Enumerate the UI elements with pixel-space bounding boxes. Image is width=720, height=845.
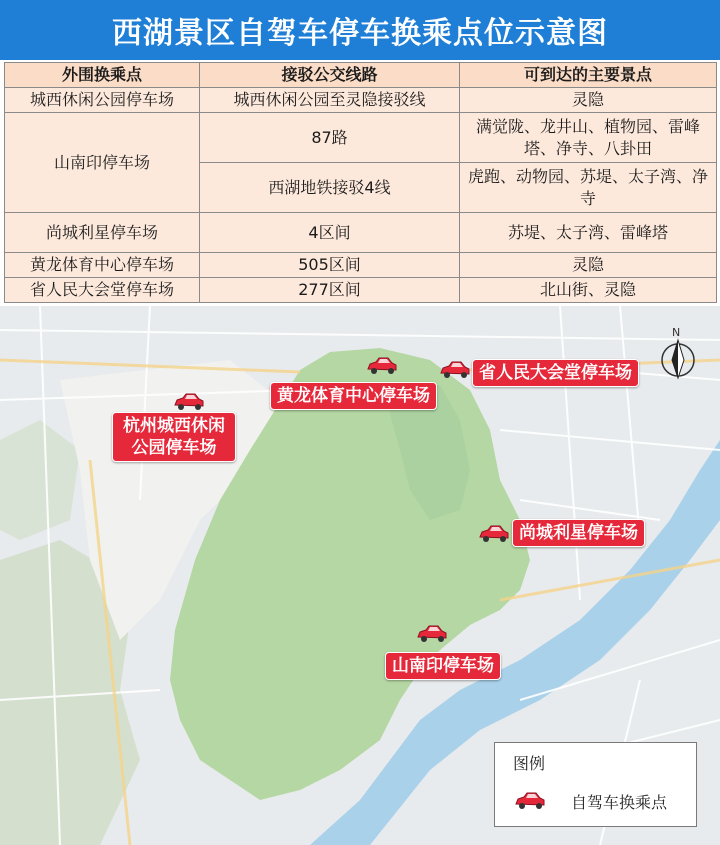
- legend-item-label: 自驾车换乘点: [571, 793, 668, 812]
- red-car-icon: [513, 791, 547, 811]
- red-car-icon[interactable]: [365, 356, 399, 376]
- sights-cell: 虎跑、动物园、苏堤、太子湾、净寺: [460, 163, 717, 213]
- red-car-icon[interactable]: [172, 392, 206, 412]
- page-title: 西湖景区自驾车停车换乘点位示意图: [112, 16, 608, 51]
- chengxi-label-line1: 杭州城西休闲: [123, 416, 225, 436]
- compass-icon: [658, 330, 698, 380]
- bus-route-cell: 87路: [200, 113, 460, 163]
- sights-cell: 灵隐: [460, 88, 717, 113]
- compass-north-letter: N: [672, 326, 681, 339]
- sights-cell: 满觉陇、龙井山、植物园、雷峰塔、净寺、八卦田: [460, 113, 717, 163]
- shengrenda-parking-label[interactable]: 省人民大会堂停车场: [472, 359, 639, 387]
- shannanyin-parking-label[interactable]: 山南印停车场: [385, 652, 501, 680]
- chengxi-label-line2: 公园停车场: [131, 438, 217, 458]
- table-header-row: [5, 63, 717, 88]
- red-car-icon[interactable]: [477, 524, 511, 544]
- header-cell: 可到达的主要景点: [460, 63, 717, 88]
- table-row: [5, 113, 717, 163]
- transfer-point-cell: 城西休闲公园停车场: [5, 88, 200, 113]
- transfer-point-cell: 山南印停车场: [5, 113, 200, 213]
- title-bar: [0, 0, 720, 60]
- red-car-icon[interactable]: [438, 360, 472, 380]
- route-table: [4, 62, 717, 303]
- bus-route-cell: 505区间: [200, 253, 460, 278]
- header-cell: 外围换乘点: [5, 63, 200, 88]
- table-row: [5, 253, 717, 278]
- table-row: [5, 88, 717, 113]
- sights-cell: 北山街、灵隐: [460, 278, 717, 303]
- table-row: [5, 213, 717, 253]
- map-legend: [494, 742, 697, 827]
- huanglong-parking-label[interactable]: 黄龙体育中心停车场: [270, 382, 437, 410]
- bus-route-cell: 4区间: [200, 213, 460, 253]
- table-row: [5, 278, 717, 303]
- transfer-point-cell: 黄龙体育中心停车场: [5, 253, 200, 278]
- header-cell: 接驳公交线路: [200, 63, 460, 88]
- bus-route-cell: 277区间: [200, 278, 460, 303]
- red-car-icon[interactable]: [415, 624, 449, 644]
- transfer-point-cell: 省人民大会堂停车场: [5, 278, 200, 303]
- bus-route-cell: 西湖地铁接驳4线: [200, 163, 460, 213]
- sights-cell: 灵隐: [460, 253, 717, 278]
- legend-title: 图例: [513, 754, 546, 773]
- sights-cell: 苏堤、太子湾、雷峰塔: [460, 213, 717, 253]
- chengxi-parking-label[interactable]: [112, 412, 236, 462]
- bus-route-cell: 城西休闲公园至灵隐接驳线: [200, 88, 460, 113]
- transfer-point-cell: 尚城利星停车场: [5, 213, 200, 253]
- shangcheng-parking-label[interactable]: 尚城利星停车场: [512, 519, 645, 547]
